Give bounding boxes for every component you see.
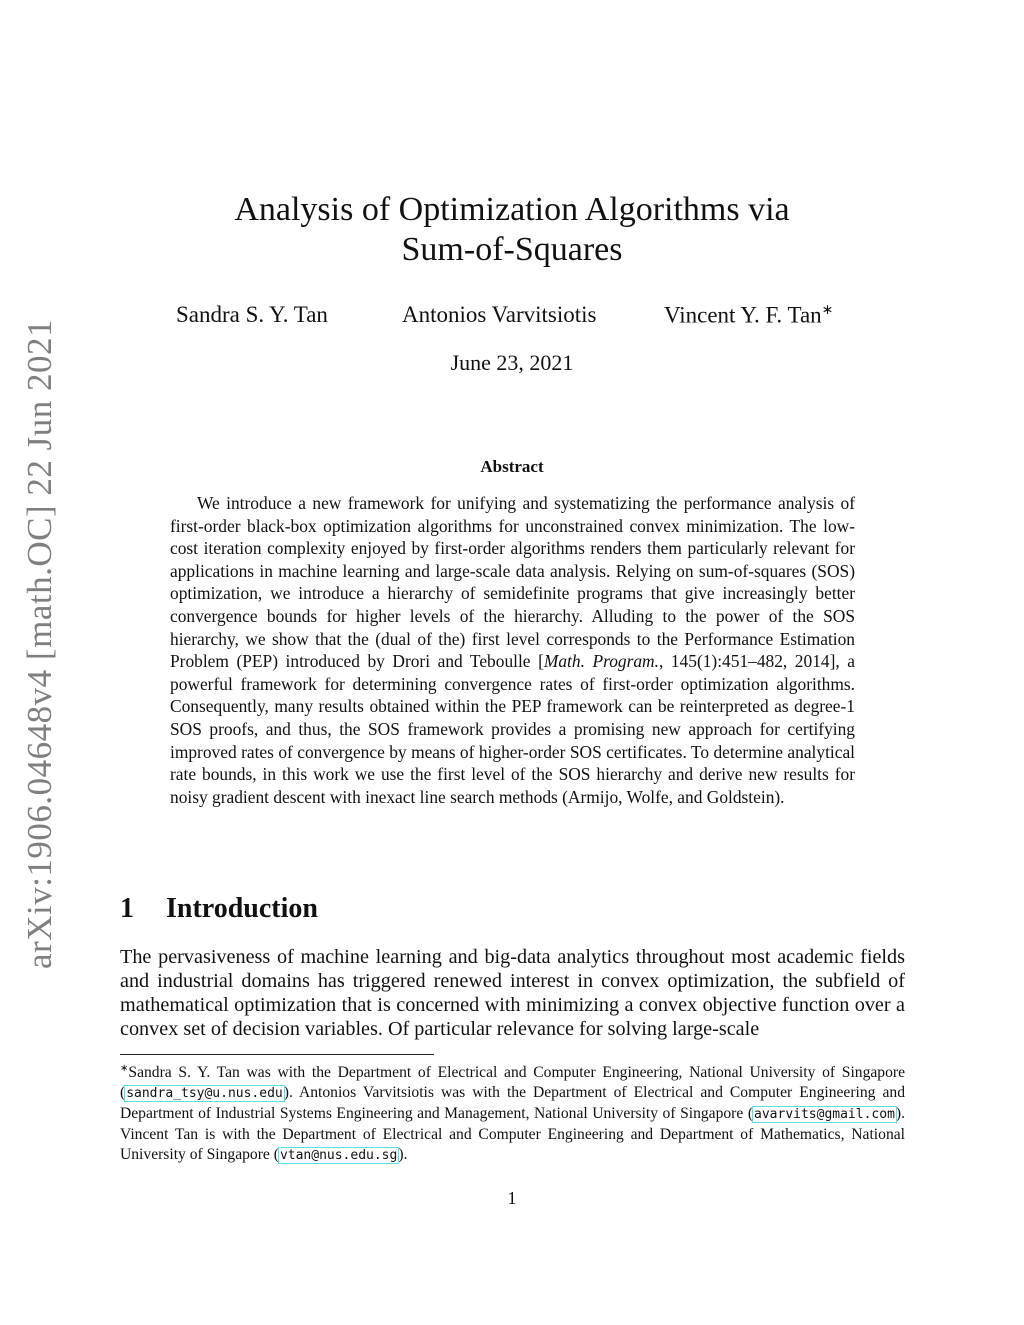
paper-title-line-1: Analysis of Optimization Algorithms via [234,191,790,228]
paper-date: June 23, 2021 [450,350,574,375]
abstract-text-part-2: , 145(1):451–482, 2014], a powerful framework for determining convergence rates of first-order optimization algorithms. Consequently, many results obtained within the PEP framework can be reinterpreted as degree-1 SOS proofs, and thus, the SOS framework provides a promising new approach for certifying improved rates of convergence by means of higher-order SOS certificates. To determine analytical rate bounds, in this work we use the first level of the SOS hierarchy and derive new results for noisy gradient descent with inexact line search methods (Armijo, Wolfe, and Goldstein). [170,651,855,807]
footnote-text-part-2: ). Antonios Varvitsiotis was with the Department of Electrical and Computer Engineering and Department of Industrial Systems Engineering and Management, National University of Singapore ( [120,1084,905,1123]
abstract-journal-name: Math. Program. [543,651,659,672]
author-3 [664,302,833,329]
email-link-sandra[interactable]: sandra_tsy@u.nus.edu [126,1086,283,1102]
footnote-text-part-4: ). [398,1146,408,1164]
footnote-divider [120,1054,434,1055]
arxiv-identifier-text: arXiv:1906.04648v4 [math.OC] 22 Jun 2021 [20,319,59,969]
footnote-text-part-1: Sandra S. Y. Tan was with the Department of Electrical and Computer Engineering, National University of Singapore ( [120,1064,905,1102]
section-number: 1 [120,893,134,924]
footnote-text-part-3: ). Vincent Tan is with the Department of Electrical and Computer Engineering and Department of Mathematics, National University of Singapore ( [120,1105,905,1164]
author-1: Sandra S. Y. Tan [176,302,328,327]
section-heading-introduction [120,893,318,925]
author-3-name: Vincent Y. F. Tan [664,302,822,328]
section-title: Introduction [166,893,318,924]
paper-title [112,190,912,270]
introduction-paragraph: The pervasiveness of machine learning and big-data analytics throughout most academic fields and industrial domains has triggered renewed interest in convex optimization, the subfield of mathematical optimization that is concerned with minimizing a convex objective function over a convex set of decision variables. Of particular relevance for solving large-scale [120,946,905,1040]
abstract-text-part-1: We introduce a new framework for unifying and systematizing the performance analysis of first-order black-box optimization algorithms for unconstrained convex minimization. The low-cost iteration complexity enjoyed by first-order algorithms renders them particularly relevant for applications in machine learning and large-scale data analysis. Relying on sum-of-squares (SOS) optimization, we introduce a hierarchy of semidefinite programs that give increasingly better convergence bounds for higher levels of the hierarchy. Alluding to the power of the SOS hierarchy, we show that the (dual of the) first level corresponds to the Performance Estimation Problem (PEP) introduced by Drori and Teboulle [ [170,493,855,672]
footnote-mark: ∗ [120,1063,129,1074]
paper-title-line-2: Sum-of-Squares [401,231,623,268]
author-3-footnote-mark: ∗ [821,303,834,318]
author-2: Antonios Varvitsiotis [402,302,597,327]
author-footnote [120,1059,905,1166]
email-link-antonios[interactable]: avarvits@gmail.com [754,1107,895,1123]
arxiv-identifier-stamp [0,0,58,1325]
abstract-text [170,492,855,808]
abstract-heading: Abstract [480,457,544,476]
email-link-vincent[interactable]: vtan@nus.edu.sg [279,1148,398,1164]
page-number: 1 [507,1188,517,1208]
